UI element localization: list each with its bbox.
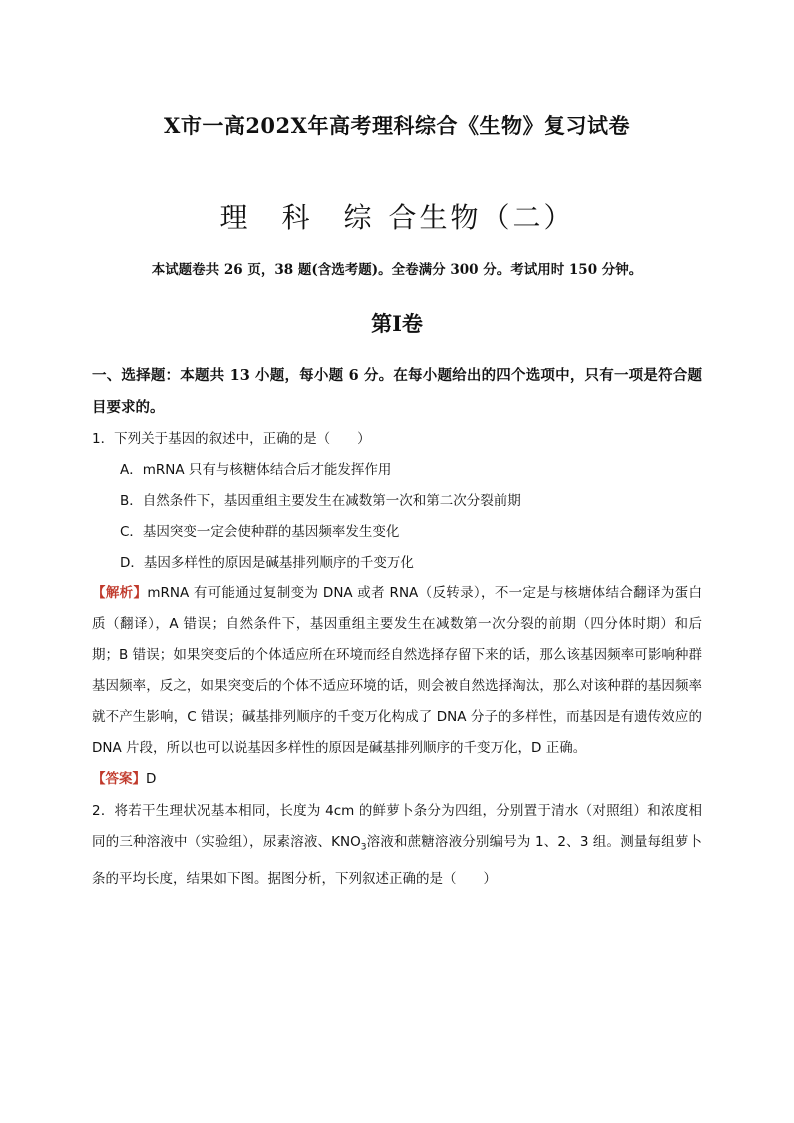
- question-1-option-d: D．基因多样性的原因是碱基排列顺序的千变万化: [120, 555, 414, 571]
- question-1-analysis: [92, 578, 702, 764]
- question-2-stem-part-1: 2．将若干生理状况基本相同，长度为 4cm 的鲜萝卜条分为四组，分别置于清水（对照组）和浓度相同的三种溶液中（实验组），尿素溶液、KNO: [92, 803, 702, 850]
- exam-intro: 本试题卷共 26 页，38 题(含选考题)。全卷满分 300 分。考试用时 150 分钟。: [151, 262, 643, 278]
- question-1: [92, 424, 702, 579]
- question-1-stem: 1．下列关于基因的叙述中，正确的是（ ）: [92, 431, 371, 447]
- question-1-option-c: C．基因突变一定会使种群的基因频率发生变化: [120, 524, 400, 540]
- question-2-subscript: 3: [360, 842, 367, 853]
- analysis-tag: 【解析】: [92, 585, 148, 601]
- question-1-option-a: A．mRNA 只有与核糖体结合后才能发挥作用: [120, 462, 392, 478]
- answer-tag: 【答案】: [92, 771, 146, 787]
- exam-title: X市一高202X年高考理科综合《生物》复习试卷: [164, 113, 630, 138]
- question-2-stem: [92, 796, 702, 895]
- section-instructions: 一、选择题：本题共 13 小题，每小题 6 分。在每小题给出的四个选项中，只有一项是符合题目要求的。: [92, 367, 702, 416]
- paper-title-part-b: 合生物（二）: [388, 201, 575, 234]
- paper-title-part-a: 理 科 综: [219, 201, 375, 234]
- analysis-text: mRNA 有可能通过复制变为 DNA 或者 RNA（反转录），不一定是与核塘体结合翻译为蛋白质（翻译），A 错误；自然条件下，基因重组主要发生在减数第一次分裂的前期（四分体时期）和后期；B 错误；如果突变后的个体适应所在环境而经自然选择存留下来的话，那么该基因频率可影响种群基因频率，反之，如果突变后的个体不适应环境的话，则会被自然选择淘汰，那么对该种群的基因频率就不产生影响，C 错误；碱基排列顺序的千变万化构成了 DNA 分子的多样性，而基因是有遗传效应的 DNA 片段，所以也可以说基因多样性的原因是碱基排列顺序的千变万化，D 正确。: [92, 585, 702, 756]
- question-1-answer: [92, 764, 702, 795]
- question-2-stem-part-2: 溶液和蔗糖溶液分别编号为 1、2、3 组。测量每组萝卜条的平均长度，结果如下图。据图分析，下列叙述正确的是（ ）: [92, 834, 703, 887]
- volume-heading: 第Ⅰ卷: [371, 311, 423, 336]
- question-1-option-b: B．自然条件下，基因重组主要发生在减数第一次和第二次分裂前期: [120, 493, 521, 509]
- answer-value: D: [146, 771, 157, 787]
- paper-title: [0, 196, 794, 236]
